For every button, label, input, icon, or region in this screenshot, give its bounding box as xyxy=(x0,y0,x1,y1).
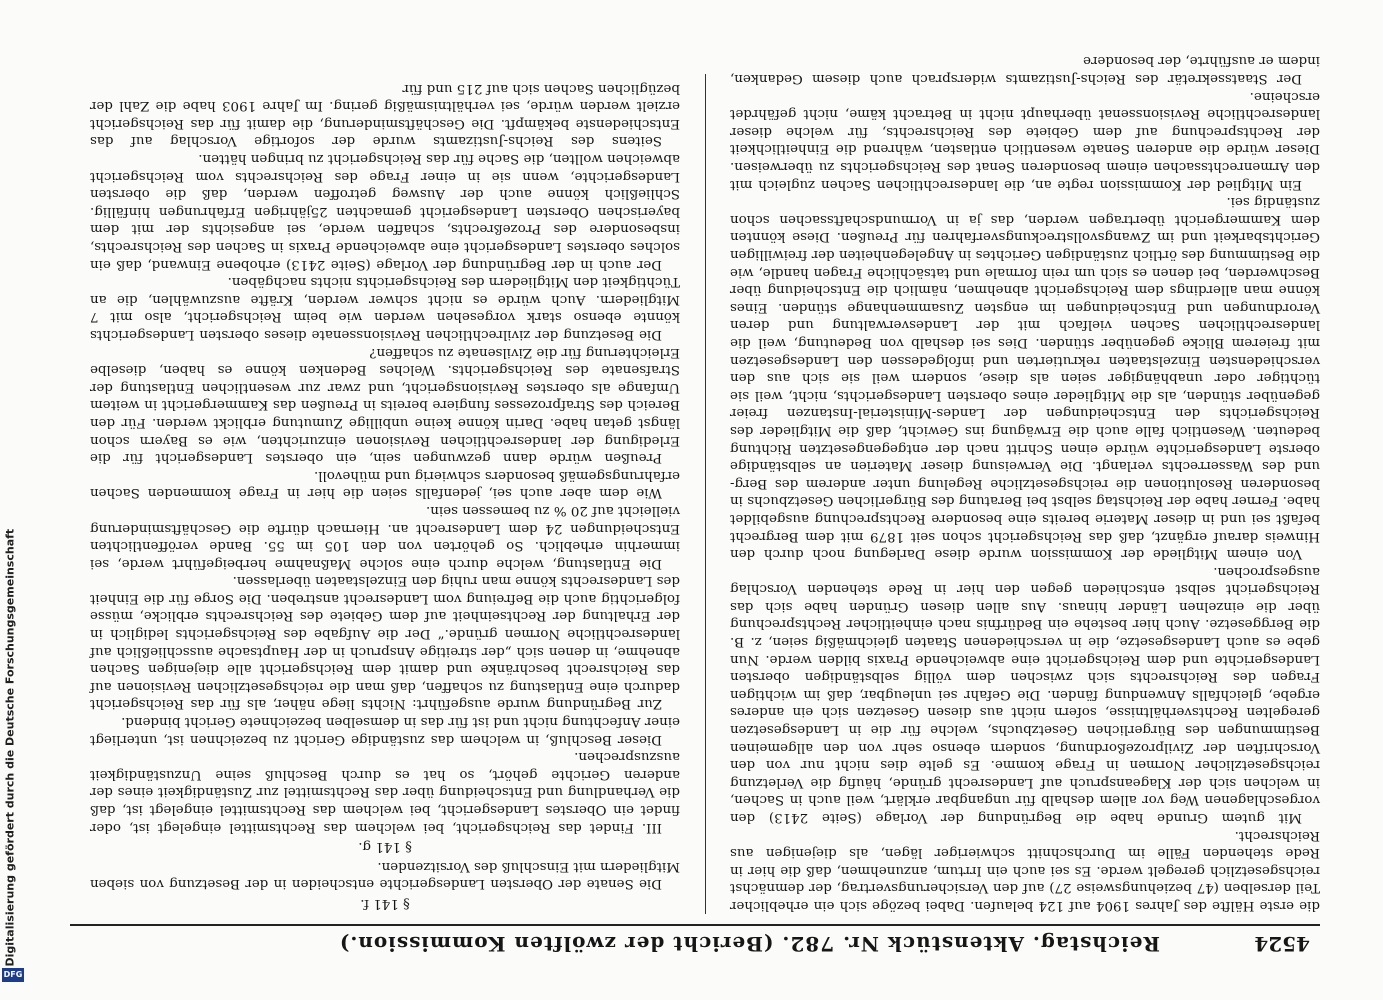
page-header xyxy=(70,924,1320,960)
dfg-logo-icon: DFG xyxy=(2,968,24,982)
section-heading: § 141 g. xyxy=(358,839,412,855)
credit-strip xyxy=(0,0,30,1000)
left-column xyxy=(730,53,1320,914)
paragraph: Mit gutem Grunde habe die Begründung der Vorlage (Seite 2413) den vorgeschlagenen Weg vor allem deshalb für ungangbar erklärt, weil auch in Sachen, in welchen sich der Klageanspruch auf Landesrecht gründe, häufig die Verletzung reichsgesetzlicher Normen in Frage komme. Es gelte dies nicht nur von den Vorschriften der Zivilprozeßordnung, sondern ebenso sehr von den allgemeinen Bestimmungen des Bürgerlichen Gesetzbuchs, welche für die in Landesgesetzen geregelten Rechtsverhältnisse, sofern nicht aus diesen Gesetzen sich ein anderes ergebe, gleichfalls Anwendung fänden. Die Gefahr sei unleugbar, daß im wichtigen Fragen des Reichsrechts sich zwischen dem völlig selbständigen obersten Landesgerichte und dem Reichsgericht eine abweichende Praxis bilden werde. Nun gebe es auch Landesgesetze, die in verschiedenen Staaten gleichmäßig seien, z. B. die Berggesetze. Auch hier bestehe ein Bedürfnis nach einheitlicher Rechtsprechung über die einzelnen Länder hinaus. Aus allen diesen Gründen habe sich das Reichsgericht selbst entschieden gegen den hier in Rede stehenden Vorschlag ausgesprochen. xyxy=(730,563,1320,826)
paragraph: Die Besetzung der zivilrechtlichen Revisionssenate dieses obersten Landesgerichts könnte ebenso stark vorgesehen werden wie beim Reichsgericht, also mit 7 Mitgliedern. Auch würde es nicht schwer werden, Kräfte auszuwählen, die an Tüchtigkeit den Mitgliedern des Reichsgerichts nichts nachgäben. xyxy=(90,274,680,342)
page-title: Reichstag. Aktenstück Nr. 782. (Bericht der zwölften Kommission.) xyxy=(338,932,1160,956)
paragraph: Preußen würde dann gezwungen sein, ein oberstes Landesgericht für die Erledigung der landesrechtlichen Revisionen einzurichten, wie es Bayern schon längst getan habe. Darin könne keine unbillige Zumutung erblickt werden. Für den Bereich des Strafprozesses fungiere bereits in Preußen das Kammergericht in weitem Umfange als oberstes Revisionsgericht, und zwar zur wesentlichen Entlastung der Strafsenate des Reichsgerichts. Welches Bedenken könne es haben, dieselbe Erleichterung für die Zivilsenate zu schaffen? xyxy=(90,344,680,466)
paragraph: Von einem Mitgliede der Kommission wurde diese Darlegung noch durch den Hinweis darauf ergänzt, daß das Reichsgericht schon seit 1879 mit dem Bergrecht befaßt sei und in dieser Materie bereits eine besondere Rechtsprechung ausgebildet habe. Ferner habe der Reichstag selbst bei Beratung des Bürgerlichen Gesetzbuchs in besonderen Resolutionen die reichsgesetzliche Regelung unter anderem des Berg- und des Wasserrechts verlangt. Die Verweisung dieser Materien an selbständige oberste Landesgerichte würde einen Schritt nach der entgegengesetzten Richtung bedeuten. Wesentlich falle auch die Erwägung ins Gewicht, daß die Mitglieder des Reichsgerichts den Entscheidungen der Landes-Ministerial-Instanzen freier gegenüber stünden, als die Mitglieder eines obersten Landesgerichts, nicht, weil sie tüchtiger oder unabhängiger seien als diese, sondern weil sie sich aus den verschiedensten Einzelstaaten rekrutierten und infolgedessen den Landesgesetzen mit freierem Blicke gegenüber stünden. Dies sei deshalb von Bedeutung, weil die landesrechtlichen Sachen vielfach mit der Landesverwaltung und deren Verordnungen und Entscheidungen im engsten Zusammenhange stünden. Eines könne man allerdings dem Reichsgericht abnehmen, nämlich die Entscheidung über Beschwerden, bei denen es sich um rein formale und tatsächliche Fragen handle, wie die Bestimmung des örtlich zuständigen Gerichtes in Angelegenheiten der freiwilligen Gerichtsbarkeit und im Zwangsvollstreckungsverfahren für Preußen. Diese könnten dem Kammergericht übertragen werden, das ja in Vormundschaftssachen schon zuständig sei. xyxy=(730,194,1320,562)
paragraph: Zur Begründung wurde ausgeführt: Nichts liege näher, als für das Reichsgericht dadurch eine Entlastung zu schaffen, daß man die reichsgesetzlichen Revisionen auf das Reichsrecht beschränke und damit dem Reichsgericht alle diejenigen Sachen abnehme, in denen sich „der streitige Anspruch in der Hauptsache ausschließlich auf landesrechtliche Normen gründe.“ Der die Aufgabe des Reichsgerichts lediglich in der Erhaltung der Rechtseinheit auf dem Gebiete des Reichsrechts erblicke, müsse folgerichtig auch die Befreiung vom Landesrecht anstreben. Die Sorge für die Einheit des Landesrechts könne man ruhig den Einzelstaaten überlassen. xyxy=(90,573,680,712)
paragraph: Die Entlastung, welche durch eine solche Maßnahme herbeigeführt werde, sei immerhin erheblich. So gehörten von den 105 im 55. Bande veröffentlichten Entscheidungen 24 dem Landesrecht an. Hiernach dürfte die Geschäftsminderung vielleicht auf 20 % zu bemessen sein. xyxy=(90,502,680,571)
paragraph: die erste Hälfte des Jahres 1904 auf 124 belaufen. Dabei bezöge sich ein erheblicher Teil derselben (47 beziehungsweise 27) auf den Versicherungsvertrag, der demnächst reichsgesetzlich geregelt werde. Es sei auch ein Irrtum, anzunehmen, daß die hier in Rede stehenden Fälle im Durchschnitt schwieriger lägen, als diejenigen aus Reichsrecht. xyxy=(730,827,1320,913)
paragraph: Der Staatssekretär des Reichs-Justizamts widersprach auch diesem Gedanken, indem er ausführte, der besondere xyxy=(730,53,1320,87)
column-divider xyxy=(705,74,706,914)
paragraph: Die Senate der Obersten Landesgerichte entscheiden in der Besetzung von sieben Mitgliedern mit Einschluß des Vorsitzenden. xyxy=(90,858,680,892)
right-column xyxy=(90,74,680,914)
section-heading: § 141 f. xyxy=(360,896,410,911)
credit-text: Digitalisierung gefördert durch die Deutsche Forschungsgemeinschaft xyxy=(3,528,17,967)
paragraph: Der auch in der Begründung der Vorlage (Seite 2413) erhobene Einwand, daß ein solches oberstes Landesgericht eine abweichende Praxis in Sachen des Reichsrechts, insbesondere des Prozeßrechts, schaffen werde, sei angesichts der mit dem bayerischen Obersten Landesgericht gemachten 25jährigen Erfahrungen hinfällig. Schließlich könne auch der Ausweg getroffen werden, daß die obersten Landesgerichte, wenn sie in einer Frage des Reichsrechts vom Reichsgericht abweichen wollten, die Sache für das Reichsgericht zu bringen hätten. xyxy=(90,151,680,272)
paragraph: Seitens des Reichs-Justizamts wurde der sofortige Vorschlag auf das Entschiedenste bekämpft. Die Geschäftsminderung, die damit für das Reichsgericht erzielt werden würde, sei verhältnismäßig gering. Im Jahre 1903 habe die Zahl der bezüglichen Sachen sich auf 215 und für xyxy=(90,80,680,149)
paragraph: Dieser Beschluß, in welchem das zuständige Gericht zu bezeichnen ist, unterliegt einer Anfechtung nicht und ist für das in demselben bezeichnete Gericht bindend. xyxy=(90,714,680,747)
paragraph: III. Findet das Reichsgericht, bei welchem das Rechtsmittel eingelegt ist, oder findet ein Oberstes Landesgericht, bei welchem das Rechtsmittel eingelegt ist, daß die Verhandlung und Entscheidung über das Rechtsmittel zur Zuständigkeit eines der anderen Gerichte gehört, so hat es durch Beschluß seine Unzuständigkeit auszusprechen. xyxy=(90,749,680,835)
scanned-page xyxy=(70,53,1320,960)
page-number: 4524 xyxy=(1254,932,1310,956)
paragraph: Ein Mitglied der Kommission regte an, die landesrechtlichen Sachen zugleich mit den Armenrechtssachen einem besonderen Senat des Reichsgerichts zu überweisen. Dieser würde die anderen Senate wesentlich entlasten, während die Einheitlichkeit der Rechtsprechung auf dem Gebiete des Reichsrechts, für welche dieser landesrechtliche Revisionssenat überhaupt nicht in Betracht käme, nicht gefährdet erscheine. xyxy=(730,88,1320,192)
paragraph: Wie dem aber auch sei, jedenfalls seien die hier in Frage kommenden Sachen erfahrungsgemäß besonders schwierig und mühevoll. xyxy=(90,467,680,501)
